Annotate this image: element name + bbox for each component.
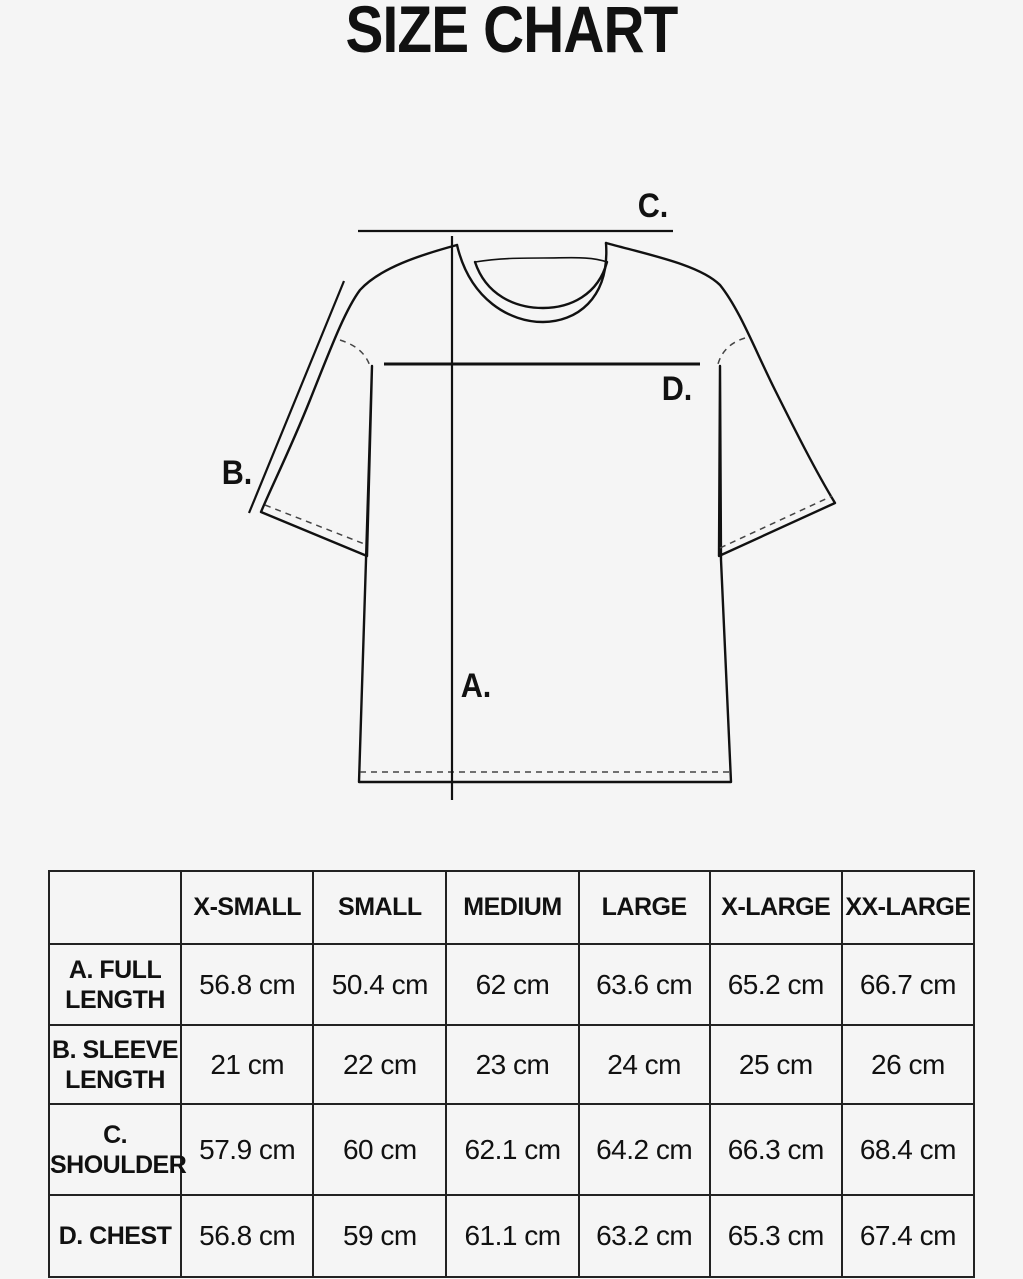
table-header-row xyxy=(49,871,974,944)
column-header: MEDIUM xyxy=(446,871,578,944)
row-header xyxy=(49,1104,187,1195)
table-cell: 66.7 cm xyxy=(842,944,974,1025)
table-row xyxy=(49,1025,974,1104)
table-cell: 65.3 cm xyxy=(710,1195,842,1277)
page-title: SIZE CHART xyxy=(345,0,678,66)
table-cell: 61.1 cm xyxy=(446,1195,578,1277)
label-d: D. xyxy=(661,370,693,408)
table-row xyxy=(49,944,974,1025)
row-header-line: B. SLEEVE xyxy=(52,1035,179,1064)
right-armhole-seam xyxy=(718,338,745,364)
table-cell: 24 cm xyxy=(579,1025,710,1104)
row-header-line: LENGTH xyxy=(65,1065,165,1094)
table-cell: 66.3 cm xyxy=(710,1104,842,1195)
measure-line-b xyxy=(249,281,344,513)
row-header xyxy=(49,1195,181,1277)
table-cell: 59 cm xyxy=(313,1195,446,1277)
table-cell: 67.4 cm xyxy=(842,1195,974,1277)
collar-top xyxy=(475,258,607,262)
table-cell: 56.8 cm xyxy=(181,1195,313,1277)
left-armhole-seam xyxy=(340,340,370,366)
column-header: X-SMALL xyxy=(181,871,313,944)
table-cell: 23 cm xyxy=(446,1025,578,1104)
row-header xyxy=(49,1025,181,1104)
table-cell: 68.4 cm xyxy=(842,1104,974,1195)
left-cuff-seam xyxy=(265,505,367,545)
label-b: B. xyxy=(221,454,253,492)
size-table xyxy=(48,870,975,1278)
label-a: A. xyxy=(460,667,492,705)
table-cell: 64.2 cm xyxy=(579,1104,710,1195)
table-cell: 25 cm xyxy=(710,1025,842,1104)
table-cell: 62 cm xyxy=(446,944,578,1025)
right-cuff-seam xyxy=(720,496,832,548)
table-cell: 56.8 cm xyxy=(181,944,313,1025)
column-header: LARGE xyxy=(579,871,710,944)
table-cell: 63.2 cm xyxy=(579,1195,710,1277)
row-header-line: D. CHEST xyxy=(58,1222,172,1250)
table-cell: 62.1 cm xyxy=(446,1104,578,1195)
column-header: XX-LARGE xyxy=(842,871,974,944)
row-header xyxy=(49,944,181,1025)
row-header-line: A. FULL xyxy=(68,955,162,984)
column-header: X-LARGE xyxy=(710,871,842,944)
table-cell: 63.6 cm xyxy=(579,944,710,1025)
table-cell: 50.4 cm xyxy=(313,944,446,1025)
collar-inner xyxy=(475,262,607,308)
table-cell: 57.9 cm xyxy=(181,1104,313,1195)
table-cell: 26 cm xyxy=(842,1025,974,1104)
row-header-line: SHOULDER xyxy=(50,1150,187,1179)
row-header-line: C. xyxy=(103,1120,128,1149)
table-cell: 22 cm xyxy=(313,1025,446,1104)
tshirt-outline xyxy=(261,243,835,782)
collar-outer xyxy=(457,243,606,322)
row-header-line: LENGTH xyxy=(65,985,165,1014)
header-corner xyxy=(49,871,181,944)
table-cell: 21 cm xyxy=(181,1025,313,1104)
table-row xyxy=(49,1104,974,1195)
table-row xyxy=(49,1195,974,1277)
table-cell: 60 cm xyxy=(313,1104,446,1195)
table-cell: 65.2 cm xyxy=(710,944,842,1025)
column-header: SMALL xyxy=(313,871,446,944)
label-c: C. xyxy=(637,187,669,225)
